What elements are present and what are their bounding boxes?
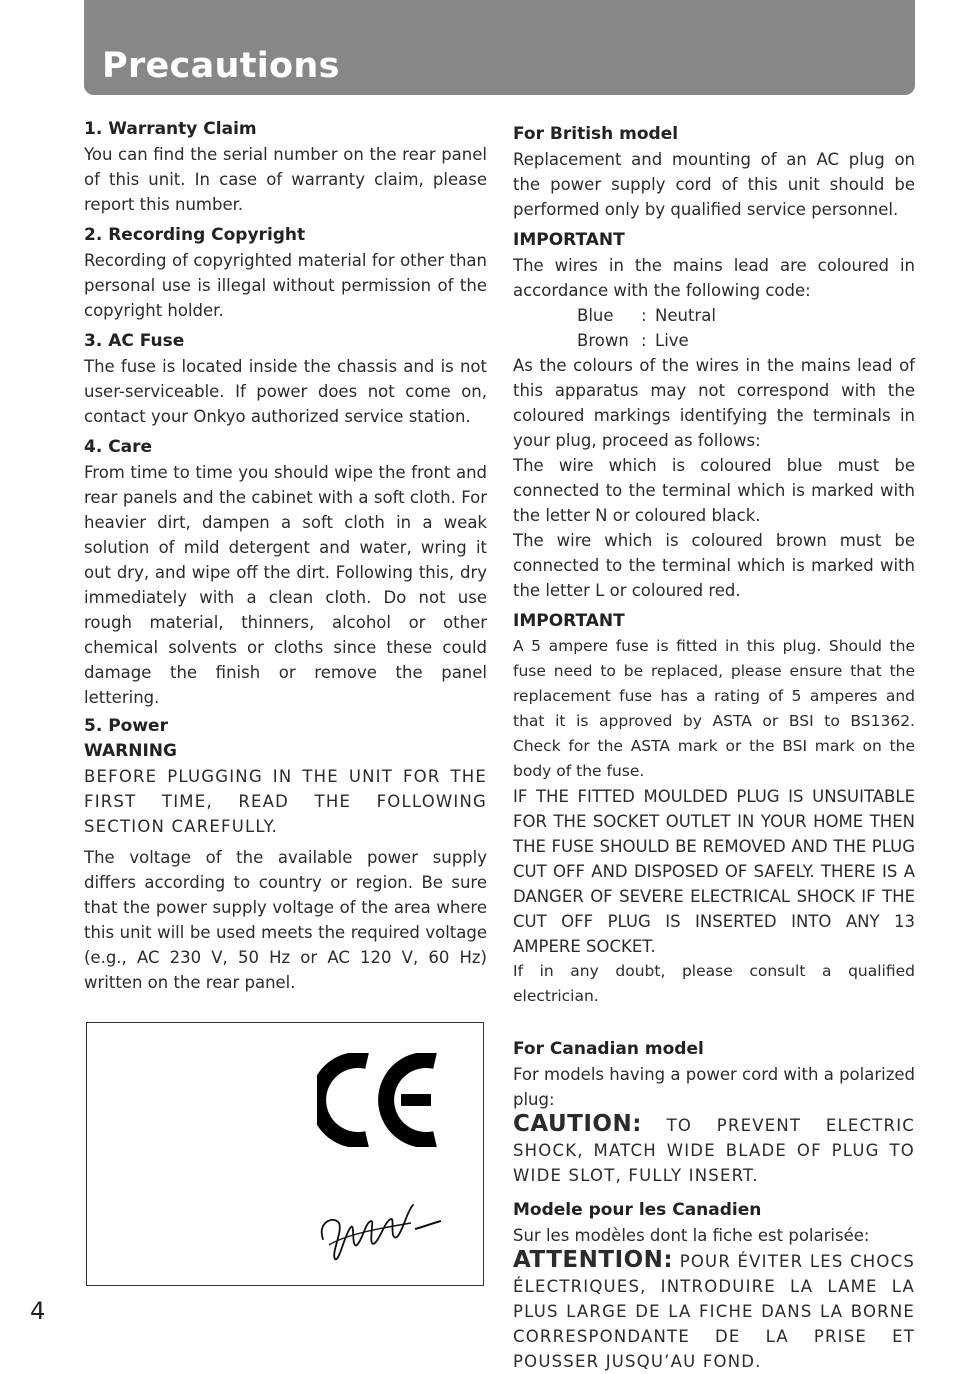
attention-text (513, 1248, 915, 1374)
canadien-heading: Modele pour les Canadien (513, 1200, 762, 1220)
fuse-text: A 5 ampere fuse is fitted in this plug. Should the fuse need to be replaced, please ensure that the replacement fuse has a rating of 5 amperes and that it is approved by ASTA or BSI to BS1362. Check for the ASTA mark or the BSI mark on the body of the fuse. (513, 637, 915, 780)
wire-meaning-neutral: Neutral (655, 306, 716, 325)
moulded-plug-text: IF THE FITTED MOULDED PLUG IS UNSUITABLE FOR THE SOCKET OUTLET IN YOUR HOME THEN THE FUSE SHOULD BE REMOVED AND THE PLUG CUT OFF AND DISPOSED OF SAFELY. THERE IS A DANGER OF SEVERE ELECTRICAL SHOCK IF THE CUT OFF PLUG IS INSERTED INTO ANY 13 AMPERE SOCKET. (513, 787, 915, 956)
wires-code-text: The wires in the mains lead are coloured in accordance with the following code: (513, 256, 915, 300)
warning-heading: WARNING (84, 741, 177, 761)
canadien-text: Sur les modèles dont la fiche est polarisée: (513, 1226, 870, 1245)
ac-fuse-text: The fuse is located inside the chassis and is not user-serviceable. If power does not come on, contact your Onkyo authorized service station. (84, 357, 487, 426)
right-column (513, 122, 915, 1374)
wire-separator: : (641, 331, 647, 350)
ce-mark-icon (317, 1053, 437, 1147)
power-text: The voltage of the available power supply differs according to country or region. Be sure that the power supply voltage of the area where this unit will be used meets the required voltage (e.g., AC 230 V, 50 Hz or AC 120 V, 60 Hz) written on the rear panel. (84, 848, 487, 992)
warranty-claim-heading: 1. Warranty Claim (84, 119, 257, 139)
canadian-model-heading: For Canadian model (513, 1039, 704, 1059)
wire-color-brown: Brown (577, 331, 629, 350)
care-text: From time to time you should wipe the front and rear panels and the cabinet with a soft cloth. For heavier dirt, dampen a soft cloth in a weak solution of mild detergent and water, wring it out dry, and wipe off the dirt. Following this, dry immediately with a clean cloth. Do not use rough material, thinners, alcohol or other chemical solvents or cloths since these could damage the finish or remove the panel lettering. (84, 463, 487, 707)
care-heading: 4. Care (84, 437, 153, 457)
attention-body: POUR ÉVITER LES CHOCS ÉLECTRIQUES, INTRODUIRE LA LAME LA PLUS LARGE DE LA FICHE DANS LA BORNE CORRESPONDANTE DE LA PRISE ET POUSSER JUSQU’AU FOND. (513, 1252, 915, 1371)
ce-certification-box (86, 1022, 484, 1286)
important-heading-1: IMPORTANT (513, 230, 625, 250)
wire-code-brown (513, 328, 915, 353)
wire-separator: : (641, 306, 647, 325)
brown-wire-text: The wire which is coloured brown must be connected to the terminal which is marked with the letter L or coloured red. (513, 531, 915, 600)
left-column (84, 117, 487, 995)
electrician-text: If in any doubt, please consult a qualified electrician. (513, 962, 915, 1005)
wire-code-blue (513, 303, 915, 328)
british-model-heading: For British model (513, 124, 679, 144)
attention-label: ATTENTION: (513, 1247, 674, 1273)
header-bar (84, 0, 915, 95)
blue-wire-text: The wire which is coloured blue must be connected to the terminal which is marked with the letter N or coloured black. (513, 456, 915, 525)
power-heading: 5. Power (84, 716, 168, 736)
wire-color-blue: Blue (577, 306, 614, 325)
page-number: 4 (30, 1297, 46, 1325)
warning-text: BEFORE PLUGGING IN THE UNIT FOR THE FIRST TIME, READ THE FOLLOWING SECTION CAREFULLY. (84, 767, 487, 836)
recording-copyright-text: Recording of copyrighted material for other than personal use is illegal without permission of the copyright holder. (84, 251, 487, 320)
caution-text (513, 1112, 915, 1188)
caution-label: CAUTION: (513, 1111, 642, 1137)
ac-fuse-heading: 3. AC Fuse (84, 331, 185, 351)
important-heading-2: IMPORTANT (513, 611, 625, 631)
canadian-model-text: For models having a power cord with a polarized plug: (513, 1065, 915, 1109)
wire-meaning-live: Live (655, 331, 689, 350)
signature-icon (315, 1193, 445, 1268)
wire-colours-text: As the colours of the wires in the mains lead of this apparatus may not correspond with the coloured markings identifying the terminals in your plug, proceed as follows: (513, 356, 915, 450)
caution-body: TO PREVENT ELECTRIC SHOCK, MATCH WIDE BLADE OF PLUG TO WIDE SLOT, FULLY INSERT. (513, 1116, 915, 1185)
recording-copyright-heading: 2. Recording Copyright (84, 225, 306, 245)
warranty-claim-text: You can find the serial number on the rear panel of this unit. In case of warranty claim, please report this number. (84, 145, 487, 214)
british-model-text: Replacement and mounting of an AC plug on the power supply cord of this unit should be performed only by qualified service personnel. (513, 150, 915, 219)
page-title: Precautions (102, 46, 340, 86)
